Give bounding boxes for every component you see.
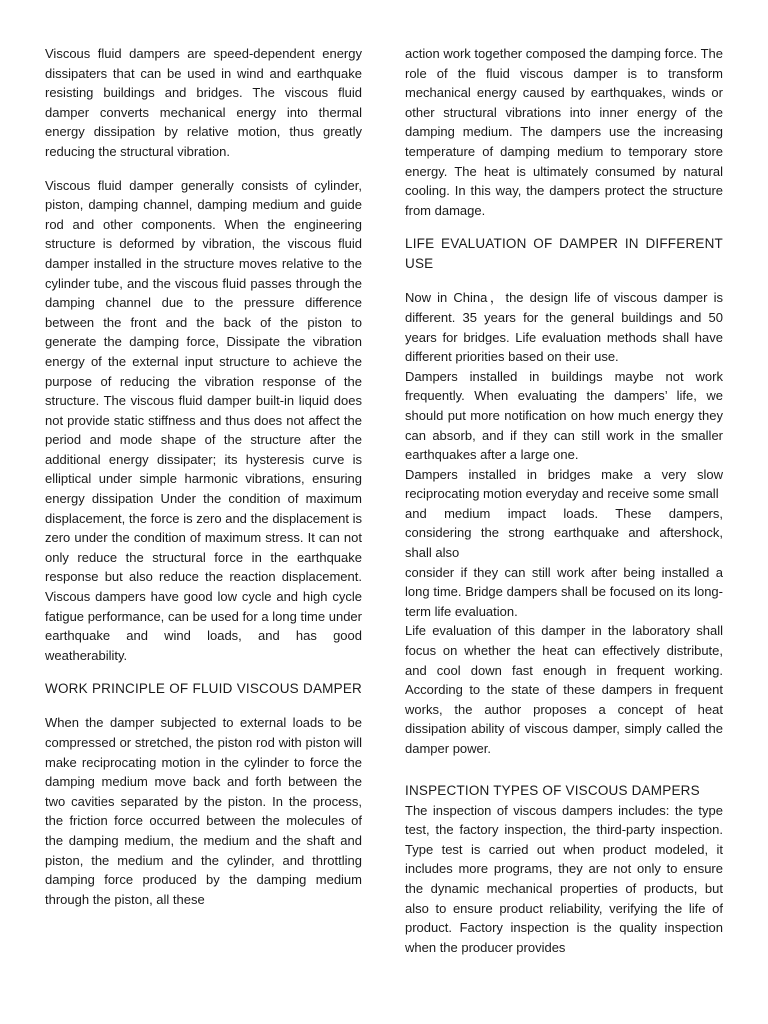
work-principle-paragraph: When the damper subjected to external loads to be compressed or stretched, the piston rod with piston will make reciprocating motion in the cylinder to force the damping medium move back and forth between the two cavities separated by the piston. In the process, the friction force occurred between the molecules of the damping medium, the medium and the shaft and piston, the medium and the cylinder, and throttling damping force produced by the damping medium through the piston, all these [45, 715, 362, 907]
impact-loads-paragraph: and medium impact loads. These dampers, considering the strong earthquake and aftershock, shall also [405, 505, 723, 561]
inspection-paragraph: The inspection of viscous dampers includes: the type test, the factory inspection, the third-party inspection. Type test is carried out when product modeled, it includes more programs, they are not only to ensure the dynamic mechanical properties of products, but also to ensure product reliability, verifying the life of product. Factory inspection is the quality inspection when the producer provides [405, 802, 723, 955]
life-evaluation-heading: LIFE EVALUATION OF DAMPER IN DIFFERENT USE [405, 236, 723, 272]
buildings-paragraph: Dampers installed in buildings maybe not work frequently. When evaluating the dampers’ life, we should put more notification on how much energy they can absorb, and if they can still work in the smaller earthquakes after a large one. [405, 368, 723, 463]
inspection-types-heading: INSPECTION TYPES OF VISCOUS DAMPERS [405, 782, 700, 798]
laboratory-paragraph: Life evaluation of this damper in the laboratory shall focus on whether the heat can effectively distribute, and cool down fast enough in frequent working. According to the state of these dampers in frequent works, the author proposes a concept of heat dissipation ability of viscous damper, simply called the damper power. [405, 623, 723, 756]
composition-paragraph: Viscous fluid damper generally consists of cylinder, piston, damping channel, damping medium and guide rod and other components. When the engineering structure is deformed by vibration, the viscous fluid damper installed in the structure moves relative to the cylinder tube, and the viscous fluid passes through the damping channel due to the pressure difference between the front and the back of the piston to generate the damping force, Dissipate the vibration energy of the external input structure to achieve the purpose of reducing the vibration response of the structure. The viscous fluid damper built-in liquid does not provide static stiffness and thus does not affect the period and mode shape of the structure after the additional energy dissipater; its hysteresis curve is elliptical under simple harmonic vibrations, ensuring energy dissipation Under the condition of maximum displacement, the force is zero and the displacement is zero under the condition of maximum stress. It can not only reduce the structural force in the earthquake response but also reduce the reaction displacement. Viscous dampers have good low cycle and high cycle fatigue performance, can be used for a long time under earthquake and wind loads, and has good weatherability. [45, 177, 362, 663]
right-column [405, 44, 723, 957]
design-life-paragraph: Now in China，the design life of viscous damper is different. 35 years for the general buildings and 50 years for bridges. Life evaluation methods shall have different priorities based on their use. [405, 290, 723, 365]
left-column [45, 44, 362, 909]
intro-paragraph: Viscous fluid dampers are speed-dependent energy dissipaters that can be used in wind and earthquake resisting buildings and bridges. The viscous fluid damper converts mechanical energy into thermal energy dissipation by relative motion, thus greatly reducing the structural vibration. [45, 46, 362, 159]
work-principle-heading: WORK PRINCIPLE OF FLUID VISCOUS DAMPER [45, 681, 362, 697]
bridges-paragraph: Dampers installed in bridges make a very slow reciprocating motion everyday and receive some small [405, 466, 723, 502]
damping-force-paragraph: action work together composed the damping force. The role of the fluid viscous damper is to transform mechanical energy caused by earthquakes, winds or other structural vibrations into inner energy of the damping medium. The dampers use the increasing temperature of damping medium to temporary store energy. The heat is ultimately consumed by natural cooling. In this way, the dampers protect the structure from damage. [405, 46, 723, 218]
long-term-paragraph: consider if they can still work after being installed a long time. Bridge dampers shall be focused on its long-term life evaluation. [405, 564, 723, 619]
